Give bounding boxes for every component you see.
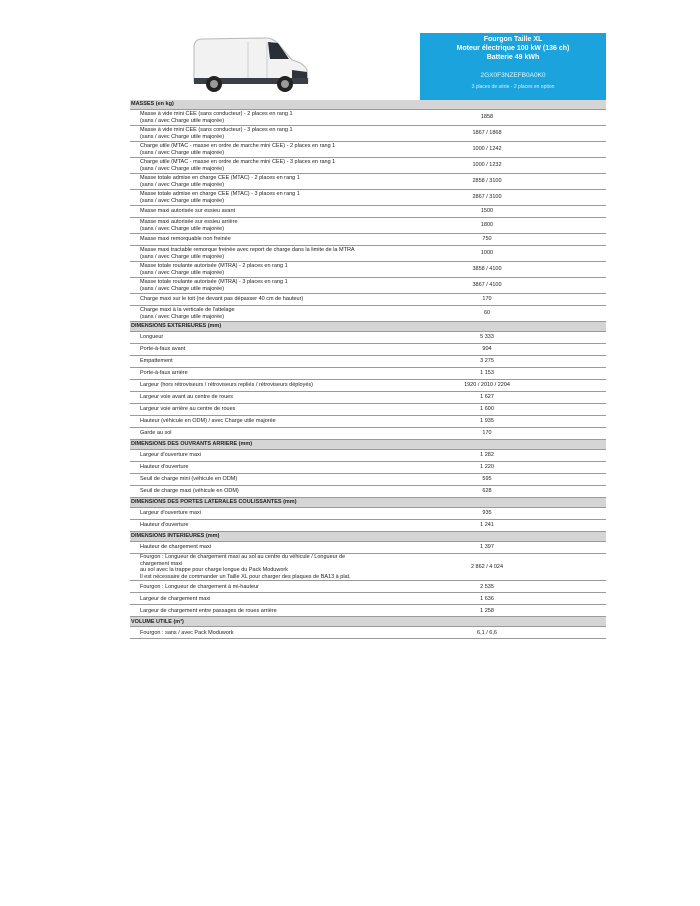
spec-value: 2858 / 3100 [368,174,606,190]
spec-row [130,206,606,218]
spec-label: Seuil de charge mini (véhicule en ODM) [130,474,368,486]
spec-row [130,110,606,126]
spec-label: Hauteur d'ouverture [130,462,368,474]
spec-row [130,474,606,486]
spec-label: Charge utile (MTAC - masse en ordre de marche mini CEE) - 3 places en rang 1 (sans / avec Charge utile majorée) [130,158,368,174]
spec-label: Fourgon : Longueur de chargement maxi au sol au centre du véhicule / Longueur de chargement maxi au sol avec la trappe pour charge longue du Pack Moduwork Il est nécessaire de commander un Taille XL pour charger des plaques de BA13 à plat. [130,554,368,581]
spec-value: 1 627 [368,392,606,404]
section-header [130,532,606,542]
spec-row [130,392,606,404]
model-header [420,33,606,100]
spec-row [130,520,606,532]
spec-value: 1 600 [368,404,606,416]
spec-value: 2 535 [368,581,606,593]
spec-label: Masse totale roulante autorisée (MTRA) - 2 places en rang 1 (sans / avec Charge utile majorée) [130,262,368,278]
spec-row [130,262,606,278]
section-title: DIMENSIONS DES OUVRANTS ARRIERE (mm) [130,440,606,450]
spec-row [130,218,606,234]
spec-label: Largeur voie arrière au centre de roues [130,404,368,416]
spec-label: Porte-à-faux avant [130,344,368,356]
spec-label: Masse à vide mini CEE (sans conducteur) - 2 places en rang 1 (sans / avec Charge utile majorée) [130,110,368,126]
spec-value: 1 397 [368,542,606,554]
section-header [130,322,606,332]
spec-label: Fourgon : Longueur de chargement à mi-hauteur [130,581,368,593]
spec-value: 170 [368,428,606,440]
spec-row [130,246,606,262]
spec-label: Largeur d'ouverture maxi [130,508,368,520]
spec-label: Largeur voie avant au centre de roues [130,392,368,404]
spec-value: 1867 / 1868 [368,126,606,142]
section-header [130,498,606,508]
spec-row [130,554,606,581]
spec-table [130,100,606,639]
section-header [130,100,606,110]
spec-label: Masse totale roulante autorisée (MTRA) - 3 places en rang 1 (sans / avec Charge utile majorée) [130,278,368,294]
spec-value: 3 275 [368,356,606,368]
spec-row [130,581,606,593]
spec-label: Masse maxi autorisée sur essieu avant [130,206,368,218]
spec-label: Garde au sol [130,428,368,440]
spec-value: 628 [368,486,606,498]
spec-row [130,174,606,190]
section-header [130,440,606,450]
spec-label: Largeur de chargement entre passages de roues arrière [130,605,368,617]
spec-label: Masse maxi tractable remorque freinée avec report de charge dans la limite de la MTRA (sans / avec Charge utile majorée) [130,246,368,262]
spec-label: Longueur [130,332,368,344]
hero-banner [130,28,606,100]
spec-value: 2 862 / 4 024 [368,554,606,581]
spec-value: 1500 [368,206,606,218]
spec-label: Charge maxi à la verticale de l'attelage (sans / avec Charge utile majorée) [130,306,368,322]
spec-row [130,593,606,605]
van-image [188,32,312,96]
spec-value: 5 333 [368,332,606,344]
spec-label: Masse maxi remorquable non freinée [130,234,368,246]
spec-label: Masse à vide mini CEE (sans conducteur) - 3 places en rang 1 (sans / avec Charge utile majorée) [130,126,368,142]
section-title: VOLUME UTILE (m³) [130,617,606,627]
spec-value: 60 [368,306,606,322]
spec-value: 3858 / 4100 [368,262,606,278]
spec-value: 1920 / 2010 / 2204 [368,380,606,392]
spec-row [130,158,606,174]
spec-value: 1 282 [368,450,606,462]
spec-value: 6,1 / 6,6 [368,627,606,639]
spec-value: 1 935 [368,416,606,428]
spec-value: 935 [368,508,606,520]
spec-label: Empattement [130,356,368,368]
spec-value: 1800 [368,218,606,234]
spec-label: Hauteur de chargement maxi [130,542,368,554]
spec-row [130,462,606,474]
spec-row [130,428,606,440]
motor-spec: Moteur électrique 100 kW (136 ch) [456,45,570,52]
spec-value: 595 [368,474,606,486]
spec-row [130,234,606,246]
spec-value: 170 [368,294,606,306]
spec-value: 1000 [368,246,606,262]
version-code: 2GX0F3NZEFB0A0K0 [480,72,546,79]
spec-row [130,278,606,294]
spec-value: 1 258 [368,605,606,617]
spec-value: 904 [368,344,606,356]
spec-value: 1 220 [368,462,606,474]
spec-row [130,627,606,639]
section-title: DIMENSIONS INTERIEURES (mm) [130,532,606,542]
section-title: MASSES (en kg) [130,100,606,110]
spec-row [130,542,606,554]
spec-row [130,486,606,498]
spec-row [130,404,606,416]
section-title: DIMENSIONS EXTERIEURES (mm) [130,322,606,332]
spec-value: 1 241 [368,520,606,532]
spec-label: Masse totale admise en charge CEE (MTAC) - 2 places en rang 1 (sans / avec Charge utile majorée) [130,174,368,190]
spec-label: Hauteur (véhicule en ODM) / avec Charge utile majorée [130,416,368,428]
spec-row [130,126,606,142]
spec-row [130,190,606,206]
spec-row [130,332,606,344]
spec-label: Hauteur d'ouverture [130,520,368,532]
seats-note: 3 places de série - 2 places en option [471,84,555,90]
spec-row [130,294,606,306]
spec-row [130,380,606,392]
spec-label: Fourgon : sans / avec Pack Moduwork [130,627,368,639]
spec-value: 750 [368,234,606,246]
spec-row [130,356,606,368]
spec-label: Largeur (hors rétroviseurs / rétroviseurs repliés / rétroviseurs déployés) [130,380,368,392]
spec-label: Masse totale admise en charge CEE (MTAC) - 3 places en rang 1 (sans / avec Charge utile majorée) [130,190,368,206]
spec-table-container [130,100,606,639]
spec-label: Seuil de charge maxi (véhicule en ODM) [130,486,368,498]
spec-row [130,306,606,322]
model-name: Fourgon Taille XL [483,36,543,43]
spec-row [130,450,606,462]
spec-label: Masse maxi autorisée sur essieu arrière (sans / avec Charge utile majorée) [130,218,368,234]
spec-value: 3867 / 4100 [368,278,606,294]
spec-row [130,368,606,380]
spec-value: 2867 / 3100 [368,190,606,206]
spec-label: Largeur de chargement maxi [130,593,368,605]
spec-row [130,605,606,617]
spec-value: 1000 / 1242 [368,142,606,158]
spec-value: 1858 [368,110,606,126]
spec-value: 1 636 [368,593,606,605]
spec-row [130,142,606,158]
spec-row [130,344,606,356]
spec-value: 1000 / 1232 [368,158,606,174]
spec-label: Charge maxi sur le toit (ne devant pas dépasser 40 cm de hauteur) [130,294,368,306]
spec-label: Porte-à-faux arrière [130,368,368,380]
spec-label: Largeur d'ouverture maxi [130,450,368,462]
spec-row [130,416,606,428]
section-header [130,617,606,627]
spec-row [130,508,606,520]
spec-label: Charge utile (MTAC - masse en ordre de marche mini CEE) - 2 places en rang 1 (sans / avec Charge utile majorée) [130,142,368,158]
battery-spec: Batterie 49 kWh [486,54,540,61]
spec-value: 1 153 [368,368,606,380]
section-title: DIMENSIONS DES PORTES LATERALES COULISSANTES (mm) [130,498,606,508]
